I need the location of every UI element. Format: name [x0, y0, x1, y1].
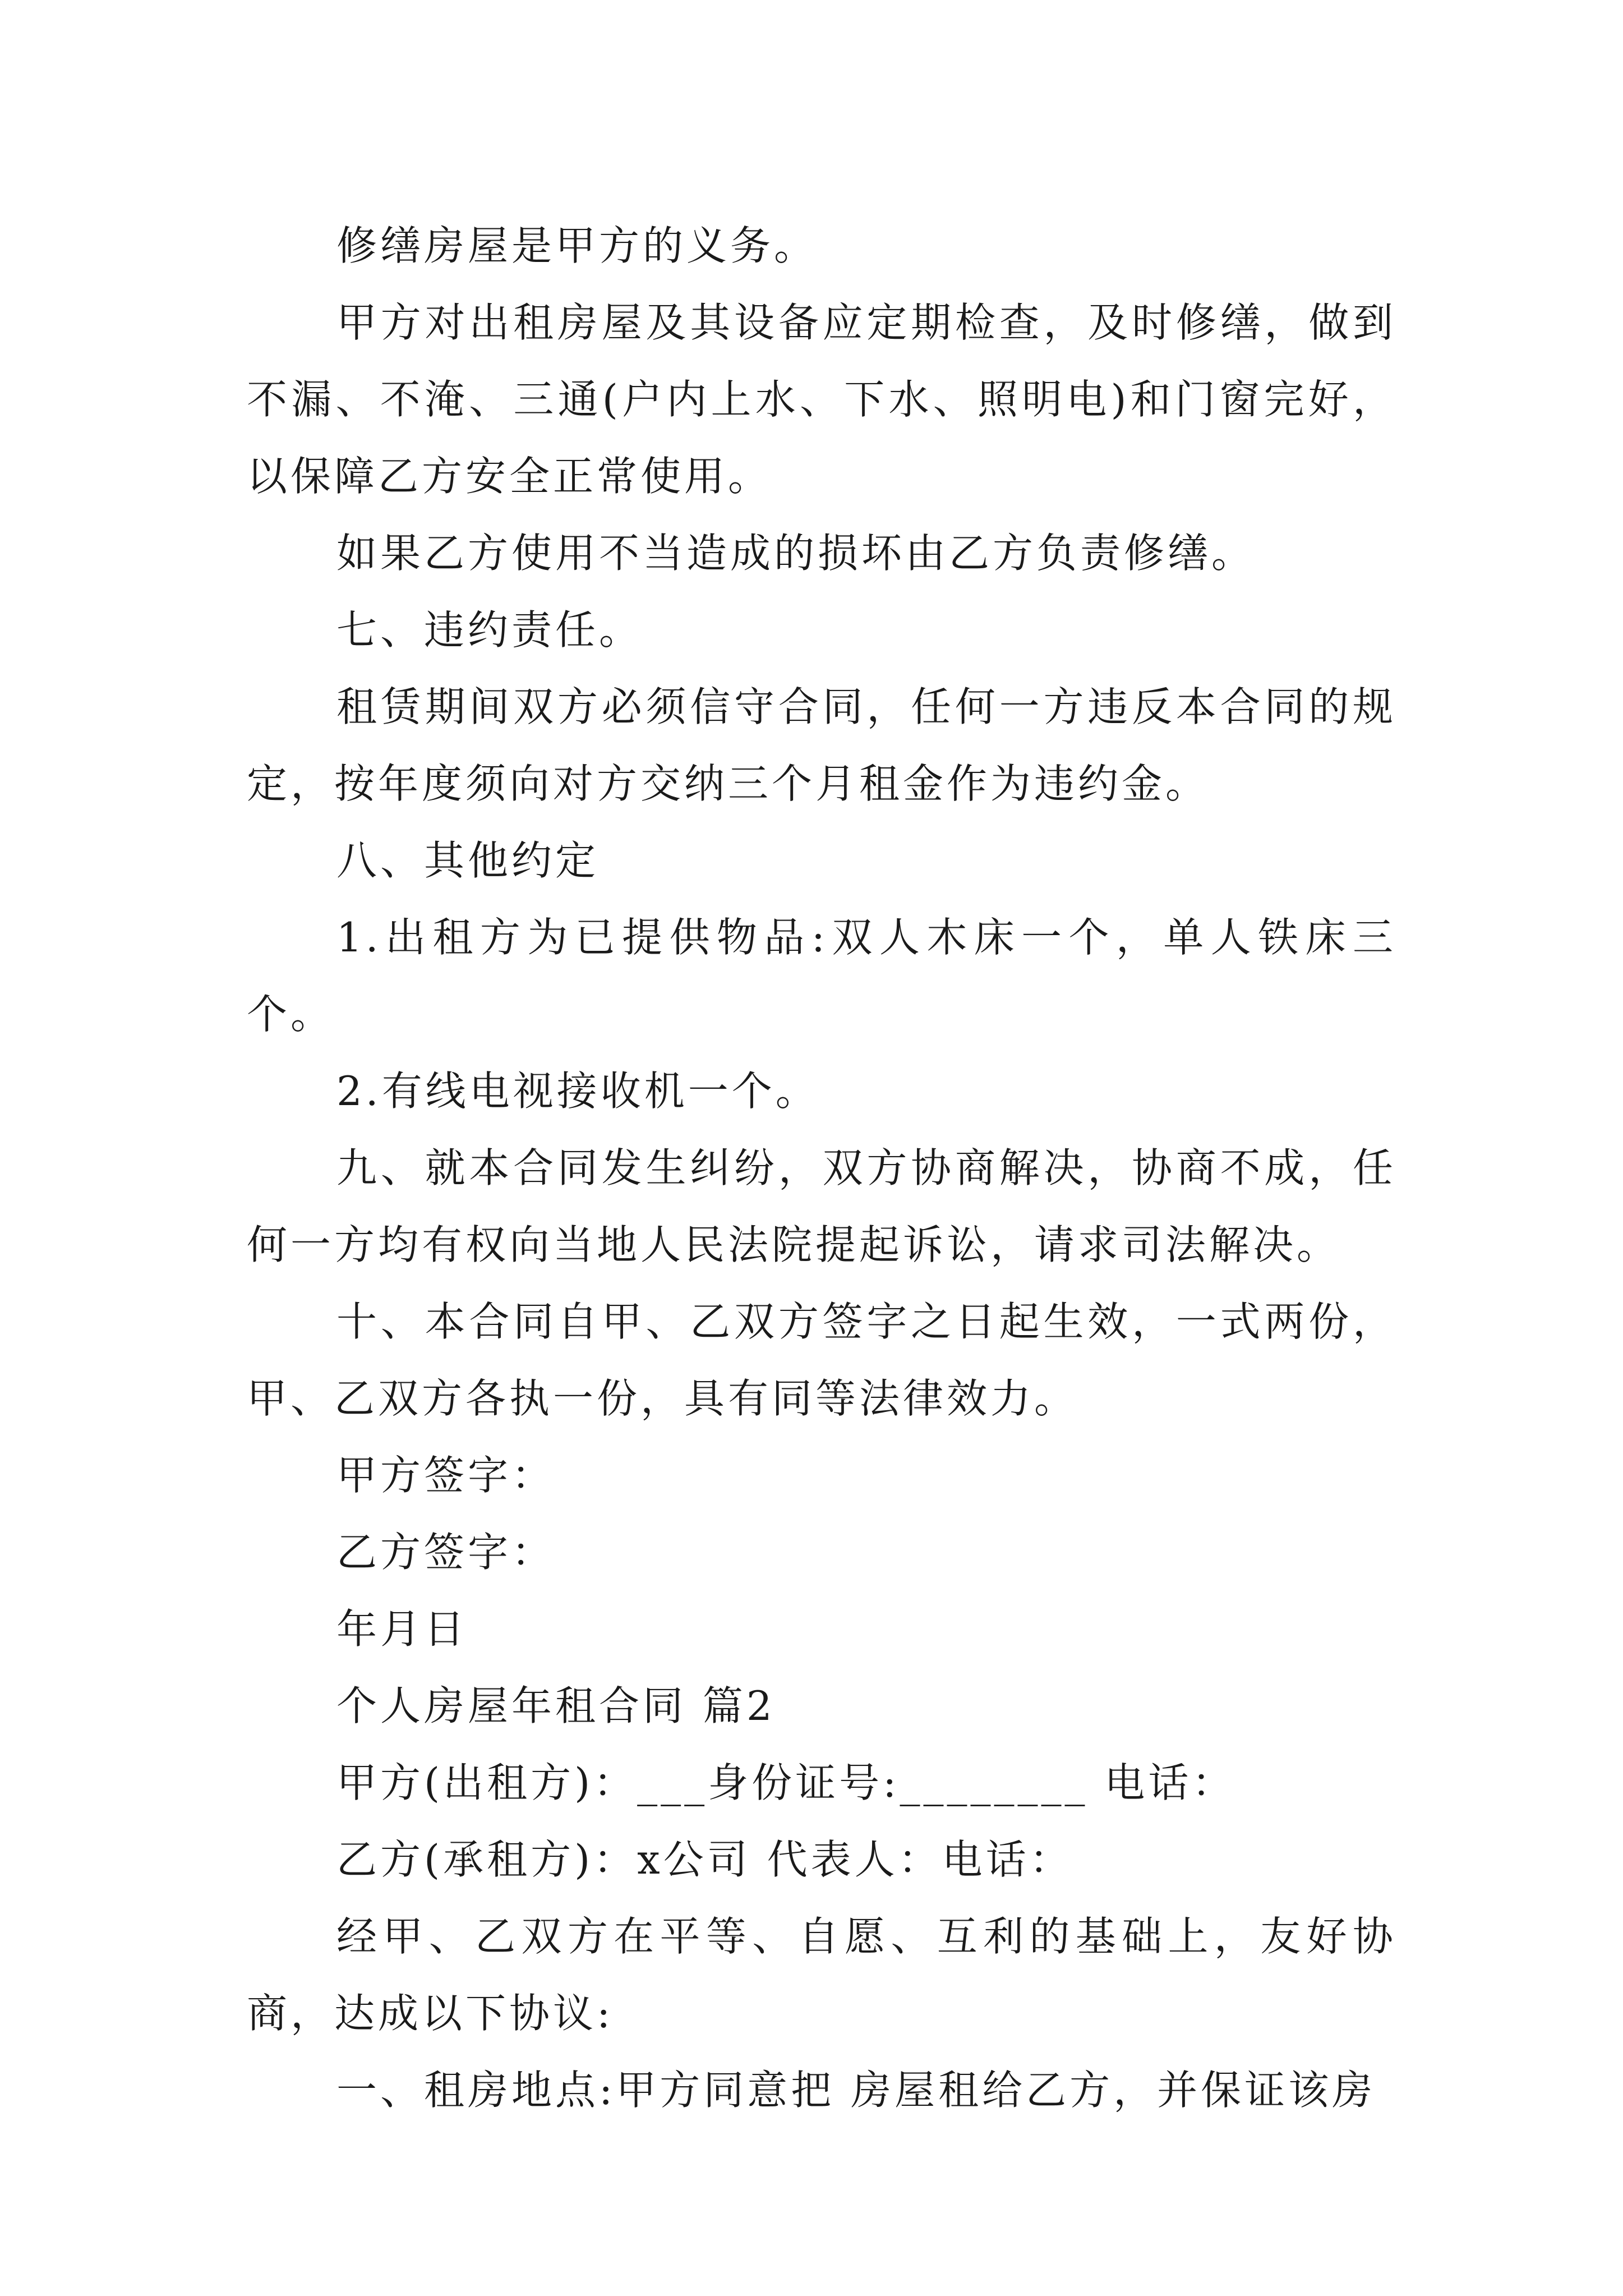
list-item-tv-receiver: 2.有线电视接收机一个。 — [336, 1068, 819, 1115]
paragraph-location: 一、租房地点:甲方同意把 房屋租给乙方，并保证该房 — [336, 2067, 1376, 2114]
signature-party-b: 乙方签字： — [336, 1529, 556, 1576]
list-item-furniture: 1.出租方为已提供物品:双人木床一个，单人铁床三个。 — [247, 914, 1396, 1038]
signature-party-a: 甲方签字： — [336, 1452, 556, 1499]
paragraph-tenant-damage: 如果乙方使用不当造成的损坏由乙方负责修缮。 — [336, 530, 1256, 577]
document-body — [247, 208, 1396, 2129]
paragraph-repair-duty: 修缮房屋是甲方的义务。 — [336, 222, 818, 269]
party-a-line: 甲方(出租方)：___身份证号:________ 电话： — [336, 1759, 1236, 1806]
section-heading-breach: 七、违约责任。 — [336, 606, 643, 654]
paragraph-agreement: 经甲、乙双方在平等、自愿、互利的基础上，友好协商，达成以下协议: — [247, 1913, 1396, 2037]
paragraph-effective: 十、本合同自甲、乙双方签字之日起生效，一式两份，甲、乙双方各执一份，具有同等法律效力。 — [247, 1298, 1396, 1422]
section-heading-other: 八、其他约定 — [336, 837, 600, 884]
paragraph-inspection: 甲方对出租房屋及其设备应定期检查，及时修缮，做到不漏、不淹、三通(户内上水、下水、照明电)和门窗完好，以保障乙方安全正常使用。 — [247, 299, 1396, 500]
party-b-line: 乙方(承租方)：x公司 代表人：电话： — [336, 1836, 1073, 1883]
date-line: 年月日 — [336, 1605, 468, 1653]
paragraph-dispute: 九、就本合同发生纠纷，双方协商解决，协商不成，任何一方均有权向当地人民法院提起诉讼，请求司法解决。 — [247, 1144, 1396, 1268]
paragraph-breach-penalty: 租赁期间双方必须信守合同，任何一方违反本合同的规定，按年度须向对方交纳三个月租金作为违约金。 — [247, 683, 1396, 807]
contract-title-2: 个人房屋年租合同 篇2 — [336, 1682, 776, 1729]
